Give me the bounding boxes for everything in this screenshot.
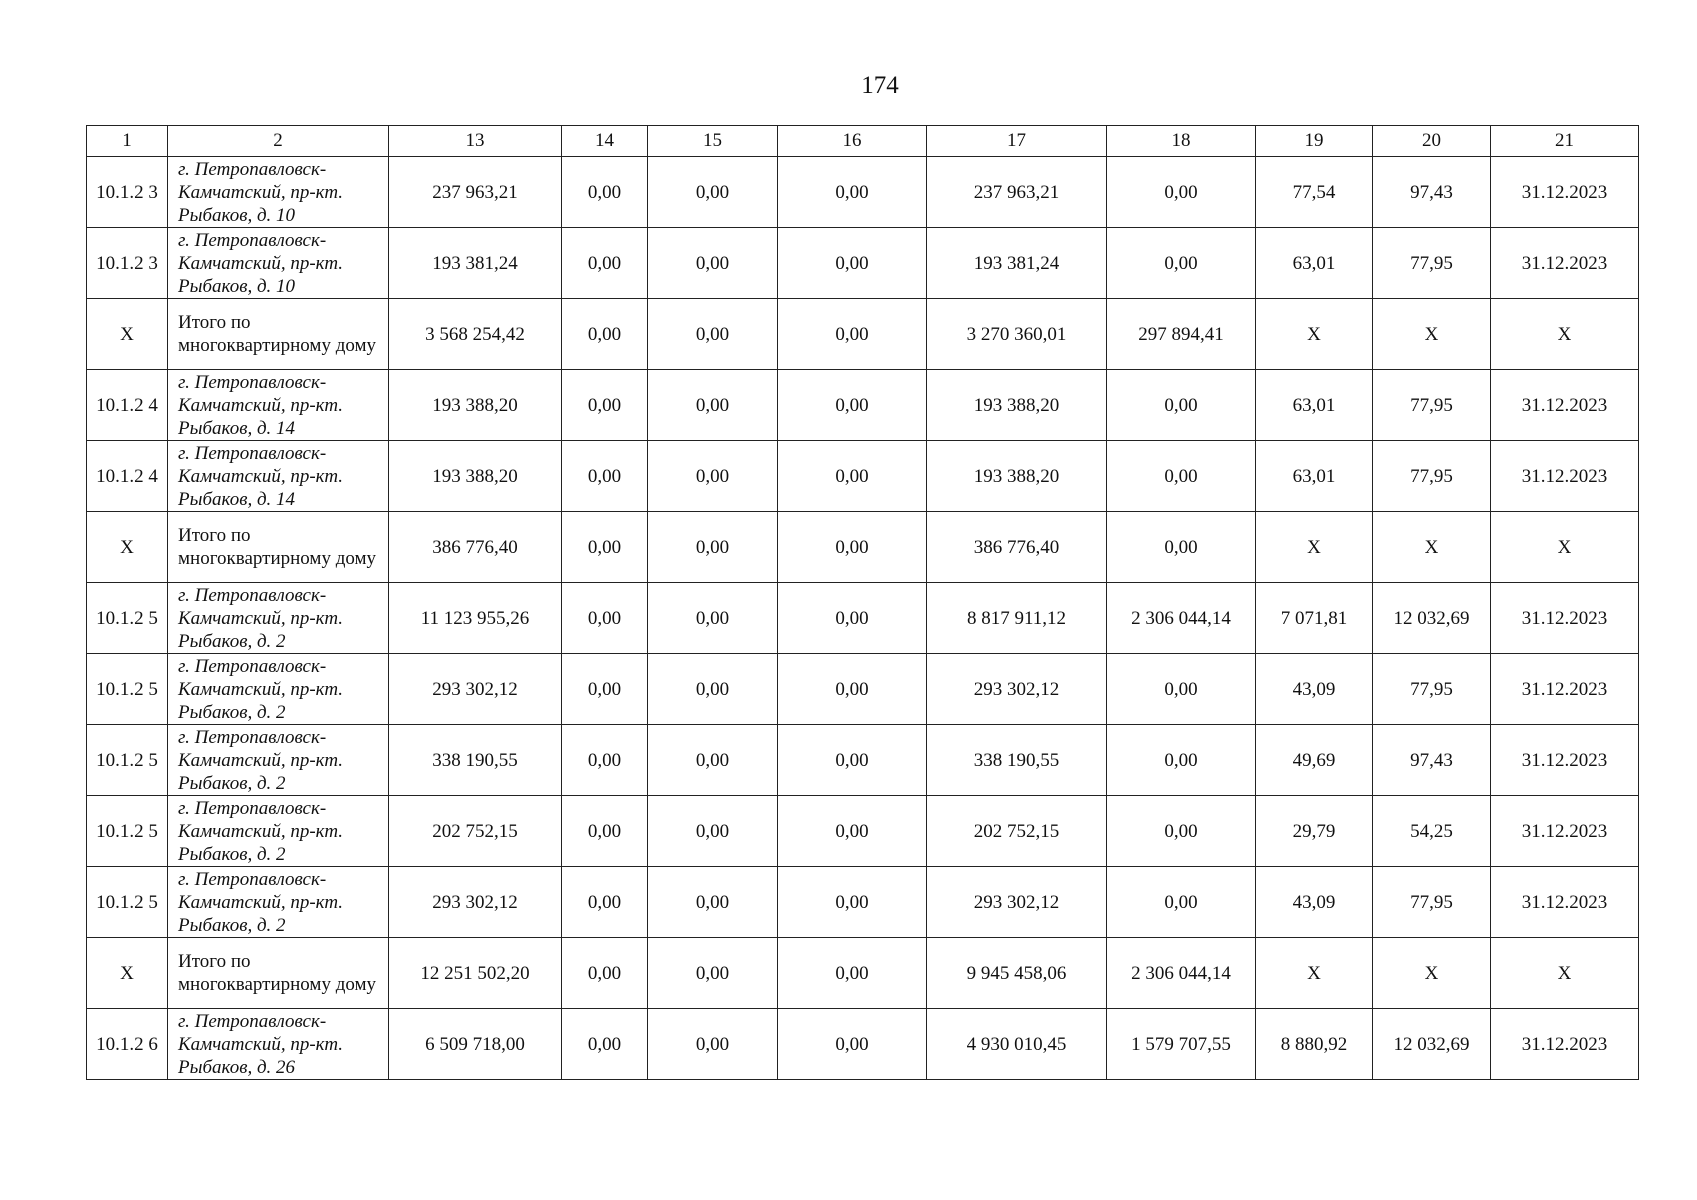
- address-text: г. Петропавловск-Камчатский, пр-кт. Рыбаков, д. 14: [178, 371, 344, 439]
- value-cell-15: 0,00: [648, 512, 778, 583]
- value-cell-21: 31.12.2023: [1491, 370, 1639, 441]
- value-cell-14: 0,00: [562, 938, 648, 1009]
- header-cell: 19: [1256, 126, 1373, 157]
- value-cell-21: 31.12.2023: [1491, 441, 1639, 512]
- header-cell: 20: [1373, 126, 1491, 157]
- total-label-cell: [168, 938, 389, 1009]
- header-cell: 17: [927, 126, 1107, 157]
- value-cell-21: 31.12.2023: [1491, 583, 1639, 654]
- header-cell: 21: [1491, 126, 1639, 157]
- value-cell-17: 193 381,24: [927, 228, 1107, 299]
- value-cell-20: X: [1373, 299, 1491, 370]
- address-cell: [168, 1009, 389, 1080]
- value-cell-18: 0,00: [1107, 796, 1256, 867]
- value-cell-16: 0,00: [778, 512, 927, 583]
- value-cell-13: 202 752,15: [389, 796, 562, 867]
- header-cell: 2: [168, 126, 389, 157]
- table-row: [87, 583, 1639, 654]
- value-cell-20: X: [1373, 938, 1491, 1009]
- value-cell-19: 29,79: [1256, 796, 1373, 867]
- address-cell: [168, 725, 389, 796]
- header-cell: 14: [562, 126, 648, 157]
- value-cell-17: 3 270 360,01: [927, 299, 1107, 370]
- address-text: г. Петропавловск-Камчатский, пр-кт. Рыбаков, д. 10: [178, 158, 344, 226]
- value-cell-14: 0,00: [562, 157, 648, 228]
- value-cell-21: 31.12.2023: [1491, 796, 1639, 867]
- value-cell-19: 49,69: [1256, 725, 1373, 796]
- value-cell-14: 0,00: [562, 725, 648, 796]
- value-cell-16: 0,00: [778, 370, 927, 441]
- value-cell-21: 31.12.2023: [1491, 1009, 1639, 1080]
- value-cell-14: 0,00: [562, 796, 648, 867]
- value-cell-20: 12 032,69: [1373, 583, 1491, 654]
- value-cell-15: 0,00: [648, 654, 778, 725]
- value-cell-21: 31.12.2023: [1491, 157, 1639, 228]
- total-row: [87, 938, 1639, 1009]
- value-cell-14: 0,00: [562, 299, 648, 370]
- row-number-cell: 10.1.2 5: [87, 654, 168, 725]
- value-cell-13: 338 190,55: [389, 725, 562, 796]
- value-cell-13: 193 388,20: [389, 441, 562, 512]
- address-cell: [168, 370, 389, 441]
- value-cell-19: 43,09: [1256, 654, 1373, 725]
- value-cell-21: X: [1491, 512, 1639, 583]
- value-cell-13: 12 251 502,20: [389, 938, 562, 1009]
- row-number-cell: X: [87, 938, 168, 1009]
- value-cell-16: 0,00: [778, 583, 927, 654]
- row-number-cell: 10.1.2 5: [87, 725, 168, 796]
- value-cell-16: 0,00: [778, 654, 927, 725]
- value-cell-19: 63,01: [1256, 441, 1373, 512]
- table-row: [87, 725, 1639, 796]
- total-label: Итого по многоквартирному дому: [178, 525, 377, 569]
- table-row: [87, 867, 1639, 938]
- row-number-cell: 10.1.2 4: [87, 370, 168, 441]
- table-row: [87, 654, 1639, 725]
- value-cell-18: 2 306 044,14: [1107, 583, 1256, 654]
- value-cell-21: X: [1491, 299, 1639, 370]
- value-cell-16: 0,00: [778, 1009, 927, 1080]
- value-cell-15: 0,00: [648, 796, 778, 867]
- address-text: г. Петропавловск-Камчатский, пр-кт. Рыбаков, д. 2: [178, 868, 344, 936]
- address-cell: [168, 228, 389, 299]
- total-label-cell: [168, 299, 389, 370]
- address-cell: [168, 867, 389, 938]
- value-cell-17: 338 190,55: [927, 725, 1107, 796]
- value-cell-17: 293 302,12: [927, 867, 1107, 938]
- value-cell-15: 0,00: [648, 1009, 778, 1080]
- value-cell-20: 12 032,69: [1373, 1009, 1491, 1080]
- value-cell-15: 0,00: [648, 228, 778, 299]
- value-cell-14: 0,00: [562, 654, 648, 725]
- value-cell-15: 0,00: [648, 299, 778, 370]
- value-cell-16: 0,00: [778, 228, 927, 299]
- value-cell-15: 0,00: [648, 583, 778, 654]
- header-cell: 18: [1107, 126, 1256, 157]
- value-cell-16: 0,00: [778, 441, 927, 512]
- value-cell-17: 386 776,40: [927, 512, 1107, 583]
- value-cell-18: 1 579 707,55: [1107, 1009, 1256, 1080]
- page-number: 174: [861, 72, 899, 99]
- table-row: [87, 796, 1639, 867]
- value-cell-17: 4 930 010,45: [927, 1009, 1107, 1080]
- address-cell: [168, 583, 389, 654]
- value-cell-18: 297 894,41: [1107, 299, 1256, 370]
- table-row: [87, 441, 1639, 512]
- value-cell-13: 3 568 254,42: [389, 299, 562, 370]
- value-cell-17: 237 963,21: [927, 157, 1107, 228]
- row-number-cell: 10.1.2 3: [87, 157, 168, 228]
- value-cell-20: 77,95: [1373, 370, 1491, 441]
- row-number-cell: X: [87, 299, 168, 370]
- value-cell-17: 193 388,20: [927, 370, 1107, 441]
- table-row: [87, 1009, 1639, 1080]
- value-cell-16: 0,00: [778, 796, 927, 867]
- value-cell-14: 0,00: [562, 1009, 648, 1080]
- housing-repair-table: [86, 125, 1639, 1080]
- value-cell-18: 0,00: [1107, 512, 1256, 583]
- value-cell-13: 11 123 955,26: [389, 583, 562, 654]
- value-cell-20: 77,95: [1373, 228, 1491, 299]
- value-cell-16: 0,00: [778, 157, 927, 228]
- row-number-cell: 10.1.2 5: [87, 867, 168, 938]
- value-cell-15: 0,00: [648, 867, 778, 938]
- address-text: г. Петропавловск-Камчатский, пр-кт. Рыбаков, д. 26: [178, 1010, 344, 1078]
- value-cell-18: 0,00: [1107, 370, 1256, 441]
- value-cell-21: X: [1491, 938, 1639, 1009]
- address-text: г. Петропавловск-Камчатский, пр-кт. Рыбаков, д. 14: [178, 442, 344, 510]
- row-number-cell: 10.1.2 6: [87, 1009, 168, 1080]
- row-number-cell: 10.1.2 5: [87, 796, 168, 867]
- value-cell-19: 43,09: [1256, 867, 1373, 938]
- value-cell-15: 0,00: [648, 157, 778, 228]
- value-cell-18: 0,00: [1107, 441, 1256, 512]
- value-cell-17: 202 752,15: [927, 796, 1107, 867]
- total-row: [87, 512, 1639, 583]
- address-text: г. Петропавловск-Камчатский, пр-кт. Рыбаков, д. 2: [178, 726, 344, 794]
- table-row: [87, 370, 1639, 441]
- value-cell-13: 293 302,12: [389, 867, 562, 938]
- value-cell-17: 293 302,12: [927, 654, 1107, 725]
- table-row: [87, 228, 1639, 299]
- value-cell-14: 0,00: [562, 370, 648, 441]
- address-text: г. Петропавловск-Камчатский, пр-кт. Рыбаков, д. 2: [178, 655, 344, 723]
- value-cell-17: 9 945 458,06: [927, 938, 1107, 1009]
- value-cell-18: 0,00: [1107, 867, 1256, 938]
- value-cell-17: 193 388,20: [927, 441, 1107, 512]
- address-cell: [168, 654, 389, 725]
- value-cell-13: 6 509 718,00: [389, 1009, 562, 1080]
- total-row: [87, 299, 1639, 370]
- row-number-cell: X: [87, 512, 168, 583]
- header-cell: 16: [778, 126, 927, 157]
- address-text: г. Петропавловск-Камчатский, пр-кт. Рыбаков, д. 10: [178, 229, 344, 297]
- value-cell-19: 8 880,92: [1256, 1009, 1373, 1080]
- value-cell-20: 97,43: [1373, 157, 1491, 228]
- row-number-cell: 10.1.2 4: [87, 441, 168, 512]
- value-cell-21: 31.12.2023: [1491, 725, 1639, 796]
- total-label-cell: [168, 512, 389, 583]
- value-cell-16: 0,00: [778, 938, 927, 1009]
- header-row: [87, 126, 1639, 157]
- address-text: г. Петропавловск-Камчатский, пр-кт. Рыбаков, д. 2: [178, 797, 344, 865]
- total-label: Итого по многоквартирному дому: [178, 951, 377, 995]
- value-cell-21: 31.12.2023: [1491, 228, 1639, 299]
- value-cell-13: 193 388,20: [389, 370, 562, 441]
- value-cell-19: X: [1256, 299, 1373, 370]
- value-cell-14: 0,00: [562, 228, 648, 299]
- value-cell-18: 0,00: [1107, 157, 1256, 228]
- value-cell-16: 0,00: [778, 725, 927, 796]
- value-cell-15: 0,00: [648, 441, 778, 512]
- value-cell-15: 0,00: [648, 725, 778, 796]
- value-cell-14: 0,00: [562, 867, 648, 938]
- address-cell: [168, 441, 389, 512]
- value-cell-15: 0,00: [648, 370, 778, 441]
- value-cell-19: X: [1256, 512, 1373, 583]
- value-cell-17: 8 817 911,12: [927, 583, 1107, 654]
- table-row: [87, 157, 1639, 228]
- header-cell: 1: [87, 126, 168, 157]
- value-cell-19: 77,54: [1256, 157, 1373, 228]
- value-cell-19: 7 071,81: [1256, 583, 1373, 654]
- value-cell-13: 193 381,24: [389, 228, 562, 299]
- value-cell-14: 0,00: [562, 583, 648, 654]
- value-cell-21: 31.12.2023: [1491, 654, 1639, 725]
- value-cell-18: 0,00: [1107, 725, 1256, 796]
- value-cell-19: X: [1256, 938, 1373, 1009]
- value-cell-18: 0,00: [1107, 228, 1256, 299]
- header-cell: 15: [648, 126, 778, 157]
- value-cell-20: 77,95: [1373, 867, 1491, 938]
- row-number-cell: 10.1.2 3: [87, 228, 168, 299]
- value-cell-16: 0,00: [778, 299, 927, 370]
- value-cell-20: 97,43: [1373, 725, 1491, 796]
- value-cell-13: 237 963,21: [389, 157, 562, 228]
- address-cell: [168, 796, 389, 867]
- value-cell-19: 63,01: [1256, 228, 1373, 299]
- row-number-cell: 10.1.2 5: [87, 583, 168, 654]
- header-cell: 13: [389, 126, 562, 157]
- value-cell-14: 0,00: [562, 512, 648, 583]
- value-cell-19: 63,01: [1256, 370, 1373, 441]
- value-cell-13: 293 302,12: [389, 654, 562, 725]
- value-cell-18: 2 306 044,14: [1107, 938, 1256, 1009]
- total-label: Итого по многоквартирному дому: [178, 312, 377, 356]
- value-cell-18: 0,00: [1107, 654, 1256, 725]
- address-text: г. Петропавловск-Камчатский, пр-кт. Рыбаков, д. 2: [178, 584, 344, 652]
- value-cell-16: 0,00: [778, 867, 927, 938]
- value-cell-20: 77,95: [1373, 654, 1491, 725]
- value-cell-14: 0,00: [562, 441, 648, 512]
- value-cell-20: 77,95: [1373, 441, 1491, 512]
- value-cell-15: 0,00: [648, 938, 778, 1009]
- value-cell-21: 31.12.2023: [1491, 867, 1639, 938]
- address-cell: [168, 157, 389, 228]
- value-cell-20: 54,25: [1373, 796, 1491, 867]
- value-cell-13: 386 776,40: [389, 512, 562, 583]
- value-cell-20: X: [1373, 512, 1491, 583]
